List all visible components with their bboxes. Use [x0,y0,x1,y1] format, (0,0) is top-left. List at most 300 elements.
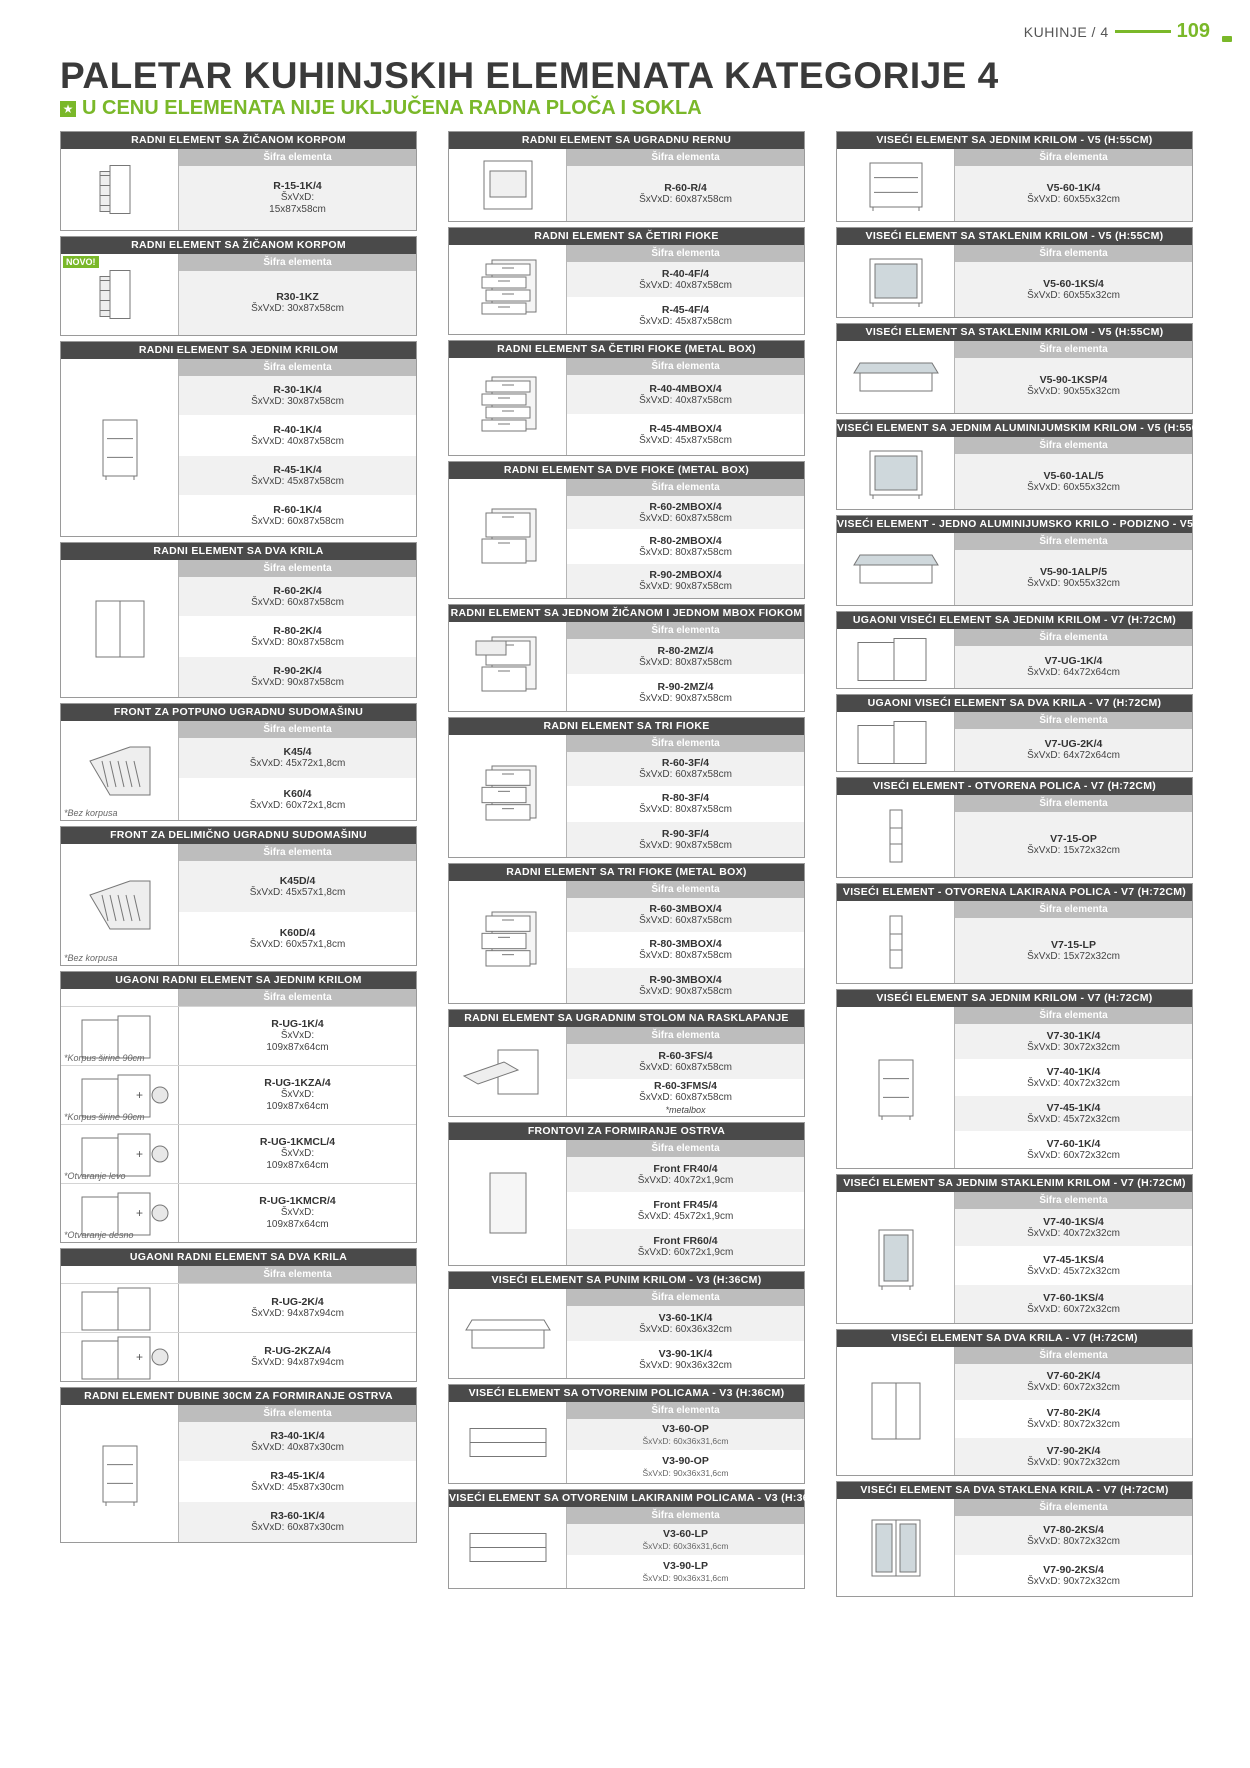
product-dimensions: ŠxVxD: 60x87x58cm [251,516,344,527]
section-body [449,149,804,221]
sifra-header: Šifra elementa [567,1140,804,1157]
product-item [955,262,1192,317]
product-item [567,1193,804,1229]
product-image [837,795,955,877]
product-dimensions-value: 109x87x64cm [266,1042,329,1053]
product-dimensions: ŠxVxD: 90x55x32cm [1027,385,1120,397]
tall-glass-wall-cabinet-icon [841,1218,951,1298]
section-title: UGAONI VISEĆI ELEMENT SA JEDNIM KRILOM - V7 (H:72CM) [837,612,1192,629]
product-image [449,149,567,221]
product-note: *Korpus širine 90cm [64,1112,145,1122]
product-code: V5-60-1AL/5 [1043,469,1104,482]
product-dimensions: ŠxVxD: 80x87x58cm [639,656,732,668]
section-body [61,721,416,820]
glass-lift-up-icon [841,344,951,410]
product-code: V3-60-OP [662,1422,709,1435]
product-code: R-90-3F/4 [661,827,710,840]
product-image [61,844,179,965]
info-cell [179,1284,416,1332]
section-body [837,1347,1192,1475]
product-code: R-45-4MBOX/4 [649,423,722,435]
product-code: R30-1KZ [276,291,319,303]
product-row [61,1332,416,1381]
sifra-header: Šifra elementa [567,245,804,262]
product-code: V3-60-1K/4 [658,1311,713,1324]
info-cell [955,437,1192,509]
product-image [449,1402,567,1483]
section-body [449,245,804,334]
product-dimensions: ŠxVxD: 80x87x58cm [639,804,732,815]
product-code: R-UG-2KZA/4 [264,1345,331,1357]
product-dimensions: ŠxVxD: 90x36x31,6cm [642,1573,729,1583]
sifra-header: Šifra elementa [955,901,1192,918]
product-code: R-80-2MBOX/4 [649,534,722,547]
product-note: *Otvaranje desno [64,1230,134,1240]
product-section [836,611,1193,689]
product-dimensions: ŠxVxD: 60x55x32cm [1027,289,1120,301]
product-image [61,1125,179,1183]
section-body [837,149,1192,221]
section-title: VISEĆI ELEMENT SA JEDNIM STAKLENIM KRILOM - V7 (H:72CM) [837,1175,1192,1192]
section-body [449,735,804,857]
product-dimensions: ŠxVxD: 64x72x64cm [1027,750,1120,761]
product-item [955,1096,1192,1132]
product-code: V7-45-1K/4 [1046,1101,1101,1114]
section-title: FRONTOVI ZA FORMIRANJE OSTRVA [449,1123,804,1140]
product-code: R-15-1K/4 [273,180,322,192]
info-cell [567,1289,804,1378]
product-dimensions: ŠxVxD: 94x87x94cm [251,1308,344,1319]
info-cell [567,622,804,711]
product-section [448,604,805,712]
section-body [61,844,416,965]
sifra-header: Šifra elementa [955,629,1192,646]
section-title: VISEĆI ELEMENT SA JEDNIM ALUMINIJUMSKIM KRILOM - V5 (H:55CM) [837,420,1192,437]
product-item [179,1284,416,1332]
product-code: V7-80-2K/4 [1046,1407,1101,1419]
product-code: V3-90-1K/4 [658,1348,713,1360]
product-code: R-80-3MBOX/4 [649,938,722,950]
product-image [837,341,955,413]
product-code: R-90-3MBOX/4 [649,973,722,986]
section-title: RADNI ELEMENT SA TRI FIOKE [449,718,804,735]
section-title: VISEĆI ELEMENT SA STAKLENIM KRILOM - V5 (H:55CM) [837,228,1192,245]
product-dimensions: ŠxVxD: 90x36x32cm [639,1360,732,1371]
info-cell [955,533,1192,605]
dishwasher-front-icon [65,865,175,945]
product-dimensions: ŠxVxD: 80x72x32cm [1027,1419,1120,1430]
section-title: VISEĆI ELEMENT SA JEDNIM KRILOM - V7 (H:72CM) [837,990,1192,1007]
info-cell [179,1125,416,1183]
product-dimensions: ŠxVxD: 60x72x32cm [1027,1304,1120,1315]
page-title: PALETAR KUHINJSKIH ELEMENATA KATEGORIJE 4 [60,55,999,96]
sifra-header: Šifra elementa [567,735,804,752]
product-section [60,1248,417,1382]
section-title: UGAONI VISEĆI ELEMENT SA DVA KRILA - V7 (H:72CM) [837,695,1192,712]
product-item [567,968,804,1003]
product-code: V5-60-1K/4 [1046,181,1101,194]
product-code: R-80-2K/4 [273,624,322,637]
product-image [837,245,955,317]
product-code: V7-90-2KS/4 [1043,1564,1104,1576]
product-dimensions: ŠxVxD: 90x87x58cm [639,839,732,851]
product-code: V7-60-2K/4 [1046,1370,1101,1382]
info-cell [179,254,416,335]
product-section [448,461,805,599]
product-dimensions: ŠxVxD: 60x72x32cm [1027,1150,1120,1161]
product-code: V3-90-LP [663,1560,708,1572]
product-image [61,1184,179,1242]
product-item [955,646,1192,688]
section-sifra-row [61,989,416,1006]
product-code: R-90-2MZ/4 [657,681,714,693]
product-extra-note: *metalbox [665,1105,706,1115]
column-1 [60,131,417,1548]
product-item [567,933,804,968]
sifra-header: Šifra elementa [567,1027,804,1044]
product-section [448,340,805,456]
section-body [449,881,804,1003]
section-title: RADNI ELEMENT SA UGRADNIM STOLOM NA RASKLAPANJE [449,1010,804,1027]
info-cell [567,1027,804,1116]
product-item [567,1306,804,1342]
product-dimensions: ŠxVxD: 64x72x64cm [1027,667,1120,678]
product-dimensions: ŠxVxD: 60x55x32cm [1027,481,1120,493]
product-item [567,1080,804,1116]
product-section [836,419,1213,510]
product-code: R-UG-1KMCR/4 [259,1195,336,1207]
product-dimensions: ŠxVxD: 60x87x30cm [251,1522,344,1533]
product-item [179,1007,416,1065]
product-item [567,1342,804,1378]
product-section [836,515,1245,606]
product-code: R-45-1K/4 [273,463,322,476]
info-cell [179,560,416,697]
product-image [449,1140,567,1265]
product-item [179,271,416,335]
svg-text:+: + [135,1350,143,1364]
info-cell [179,989,416,1006]
product-code: R-UG-1KZA/4 [264,1077,331,1089]
product-code: R-40-4MBOX/4 [649,382,722,395]
product-dimensions: ŠxVxD: 60x36x32cm [639,1323,732,1335]
svg-text:+: + [135,1088,143,1102]
product-section [448,717,805,858]
product-section [836,694,1193,772]
section-title: RADNI ELEMENT SA ČETIRI FIOKE (METAL BOX) [449,341,804,358]
product-item [567,752,804,787]
section-title: VISEĆI ELEMENT SA OTVORENIM POLICAMA - V3 (H:36CM) [449,1385,804,1402]
star-icon: ★ [60,101,76,117]
product-dimensions: ŠxVxD: 45x72x1,8cm [249,758,346,769]
product-dimensions: ŠxVxD: 45x87x58cm [639,316,732,327]
sifra-header: Šifra elementa [567,1402,804,1419]
sifra-header: Šifra elementa [179,721,416,738]
product-dimensions: ŠxVxD: 40x87x58cm [639,394,732,406]
section-body [837,533,1192,605]
page-number: 109 [1176,20,1210,42]
product-dimensions: ŠxVxD: 60x57x1,8cm [249,939,346,950]
product-item [567,415,804,455]
product-section [60,971,417,1243]
section-body [837,629,1192,688]
product-image [837,1007,955,1168]
sifra-header: Šifra elementa [179,359,416,376]
corner-double-carousel-icon [65,1335,175,1379]
breadcrumb: KUHINJE / 4 [1023,23,1109,40]
product-item [567,298,804,334]
product-section [60,542,417,698]
product-section [836,989,1193,1169]
product-code: R-60-R/4 [664,181,707,194]
section-title: VISEĆI ELEMENT - OTVORENA LAKIRANA POLICA - V7 (H:72CM) [837,884,1192,901]
product-item [179,913,416,965]
product-code: Front FR40/4 [653,1162,718,1175]
product-image [837,1499,955,1596]
product-dimensions: ŠxVxD: 94x87x94cm [251,1357,344,1368]
sifra-header: Šifra elementa [955,795,1192,812]
product-item [567,639,804,675]
section-body [61,254,416,335]
product-code: K45D/4 [279,874,316,887]
product-dimensions: ŠxVxD: 60x87x58cm [639,1061,732,1073]
info-cell [567,1402,804,1483]
product-item [179,456,416,496]
product-dimensions: ŠxVxD: 60x87x58cm [639,915,732,926]
product-section [836,131,1193,222]
product-item [567,1044,804,1080]
product-code: V7-15-OP [1050,832,1097,845]
product-image [61,1007,179,1065]
product-item [567,166,804,221]
four-drawer-icon [453,367,563,447]
novo-badge: NOVO! [63,256,99,268]
product-dimensions: ŠxVxD: 15x72x32cm [1027,950,1120,962]
sifra-header: Šifra elementa [179,1266,416,1283]
product-dimensions: ŠxVxD: 45x87x58cm [251,475,344,487]
sifra-header: Šifra elementa [567,1507,804,1524]
alu-lift-up-icon [841,536,951,602]
section-body [837,245,1192,317]
section-title: RADNI ELEMENT SA ŽIČANOM KORPOM [61,237,416,254]
svg-text:+: + [135,1206,143,1220]
product-item [955,358,1192,413]
sifra-header: Šifra elementa [179,1405,416,1422]
product-section [60,703,417,821]
product-code: R-45-4F/4 [661,304,710,316]
section-title: FRONT ZA POTPUNO UGRADNU SUDOMAŠINU [61,704,416,721]
product-item [955,1556,1192,1596]
product-item [567,1556,804,1588]
product-note: *Otvaranje levo [64,1171,126,1181]
page-subtitle [60,97,702,120]
product-item [179,1502,416,1542]
product-code: V7-60-1K/4 [1046,1138,1101,1150]
product-dimensions: ŠxVxD: 90x72x32cm [1027,1456,1120,1468]
sifra-header: Šifra elementa [179,989,416,1006]
info-cell [179,359,416,536]
product-item [567,1419,804,1451]
column-3 [836,131,1245,1602]
sifra-header: Šifra elementa [567,1289,804,1306]
product-code: R-UG-1K/4 [271,1018,324,1030]
product-item [179,1462,416,1502]
product-code: V7-60-1KS/4 [1043,1292,1104,1304]
product-code: V7-UG-2K/4 [1044,738,1103,750]
product-code: R-80-3F/4 [661,792,710,804]
section-title: RADNI ELEMENT SA DVE FIOKE (METAL BOX) [449,462,804,479]
sifra-header: Šifra elementa [179,149,416,166]
section-body [449,1289,804,1378]
section-body [837,712,1192,771]
product-dimensions: ŠxVxD: 40x72x32cm [1027,1227,1120,1239]
product-code: R-90-2K/4 [273,665,322,677]
info-cell [567,245,804,334]
subtitle-text: U CENU ELEMENATA NIJE UKLJUČENA RADNA PLOČA I SOKLA [82,97,702,119]
product-dimensions: ŠxVxD: [280,1207,315,1218]
section-body [61,359,416,536]
product-dimensions: ŠxVxD: 45x87x30cm [251,1481,344,1493]
info-cell [179,1405,416,1542]
product-item [567,1451,804,1483]
sifra-header: Šifra elementa [955,1347,1192,1364]
product-section [60,131,417,231]
section-title: RADNI ELEMENT SA JEDNOM ŽIČANOM I JEDNOM MBOX FIOKOM [449,605,804,622]
product-item [179,1422,416,1462]
info-cell [179,149,416,230]
product-dimensions: ŠxVxD: 80x87x58cm [639,546,732,558]
section-body [449,1140,804,1265]
section-title: RADNI ELEMENT SA ČETIRI FIOKE [449,228,804,245]
section-title: UGAONI RADNI ELEMENT SA DVA KRILA [61,1249,416,1266]
product-code: V3-60-LP [663,1527,708,1540]
svg-text:+: + [135,1147,143,1161]
product-dimensions-value: 109x87x64cm [266,1101,329,1112]
product-dimensions: ŠxVxD: 30x87x58cm [251,303,344,314]
product-row [61,1183,416,1242]
sifra-header: Šifra elementa [179,254,416,271]
sifra-header: Šifra elementa [955,712,1192,729]
product-dimensions: ŠxVxD: 60x72x1,8cm [249,799,346,811]
product-dimensions: ŠxVxD: 90x55x32cm [1027,577,1120,589]
product-code: R-40-4F/4 [661,267,710,280]
product-image [449,1507,567,1588]
product-code: V7-90-2K/4 [1046,1444,1101,1457]
info-cell [955,1499,1192,1596]
alu-wall-cabinet-icon [841,440,951,506]
section-title: VISEĆI ELEMENT - OTVORENA POLICA - V7 (H:72CM) [837,778,1192,795]
product-section [448,863,805,1004]
product-dimensions-value: 109x87x64cm [266,1160,329,1171]
sifra-header: Šifra elementa [567,358,804,375]
product-dimensions: ŠxVxD: 90x36x31,6cm [642,1468,729,1478]
section-title: RADNI ELEMENT SA TRI FIOKE (METAL BOX) [449,864,804,881]
info-cell [567,881,804,1003]
product-code: R-90-2MBOX/4 [649,569,722,581]
sifra-header: Šifra elementa [179,560,416,577]
product-item [955,1209,1192,1247]
product-image [61,1405,179,1542]
info-cell [955,1007,1192,1168]
image-spacer [61,989,179,1006]
product-item [567,675,804,711]
open-shelf-cabinet-icon [65,1434,175,1514]
product-item [955,1401,1192,1438]
product-item [179,657,416,697]
section-title: RADNI ELEMENT SA DVA KRILA [61,543,416,560]
product-row [61,1006,416,1065]
product-dimensions: ŠxVxD: 30x87x58cm [251,395,344,407]
product-item [955,1438,1192,1475]
product-note: *Bez korpusa [64,808,118,818]
product-section [836,777,1193,878]
section-body [449,479,804,598]
product-dimensions: ŠxVxD: [280,1148,315,1159]
product-dimensions: ŠxVxD: 60x87x58cm [639,1092,732,1103]
product-item [179,166,416,230]
section-body [837,1192,1192,1323]
product-item [179,496,416,536]
product-item [179,1333,416,1381]
product-image [449,1289,567,1378]
page-header-right [1024,20,1210,43]
glass-wall-cabinet-icon [841,248,951,314]
product-code: Front FR60/4 [653,1235,718,1247]
product-dimensions: ŠxVxD: 40x72x1,9cm [637,1174,734,1186]
product-dimensions: ŠxVxD: 60x36x31,6cm [642,1540,729,1551]
section-body [449,1027,804,1116]
product-image [61,149,179,230]
product-item [955,1285,1192,1323]
product-code: R3-40-1K/4 [270,1429,325,1442]
section-title: RADNI ELEMENT SA UGRADNU RERNU [449,132,804,149]
section-body [837,901,1192,983]
section-body [837,1499,1192,1596]
product-image [449,881,567,1003]
product-item [567,787,804,822]
product-code: V7-45-1KS/4 [1043,1253,1104,1266]
product-image [837,712,955,771]
narrow-open-shelf-icon [841,904,951,980]
product-dimensions: ŠxVxD: 45x57x1,8cm [249,886,346,898]
section-body [61,560,416,697]
product-note: *Bez korpusa [64,953,118,963]
product-code: K45/4 [283,746,312,758]
product-code: V7-80-2KS/4 [1043,1523,1104,1536]
product-item [567,262,804,298]
two-drawer-icon [453,499,563,579]
three-drawer-icon [453,756,563,836]
product-item [567,1229,804,1265]
product-image [837,629,955,688]
product-section [60,826,417,966]
product-item [567,530,804,564]
section-title: FRONT ZA DELIMIČNO UGRADNU SUDOMAŠINU [61,827,416,844]
product-code: K60D/4 [279,927,316,939]
front-panel-icon [453,1163,563,1243]
product-image [837,1347,955,1475]
product-row [61,1065,416,1124]
product-code: V7-30-1K/4 [1046,1029,1101,1042]
product-dimensions: ŠxVxD: [280,192,315,203]
product-image [837,437,955,509]
product-code: R-80-2MZ/4 [657,644,714,657]
info-cell [179,1066,416,1124]
product-dimensions: ŠxVxD: 45x72x1,9cm [637,1210,734,1222]
product-dimensions: ŠxVxD: 60x72x32cm [1027,1382,1120,1393]
product-code: V3-90-OP [662,1455,709,1467]
product-item [179,376,416,416]
